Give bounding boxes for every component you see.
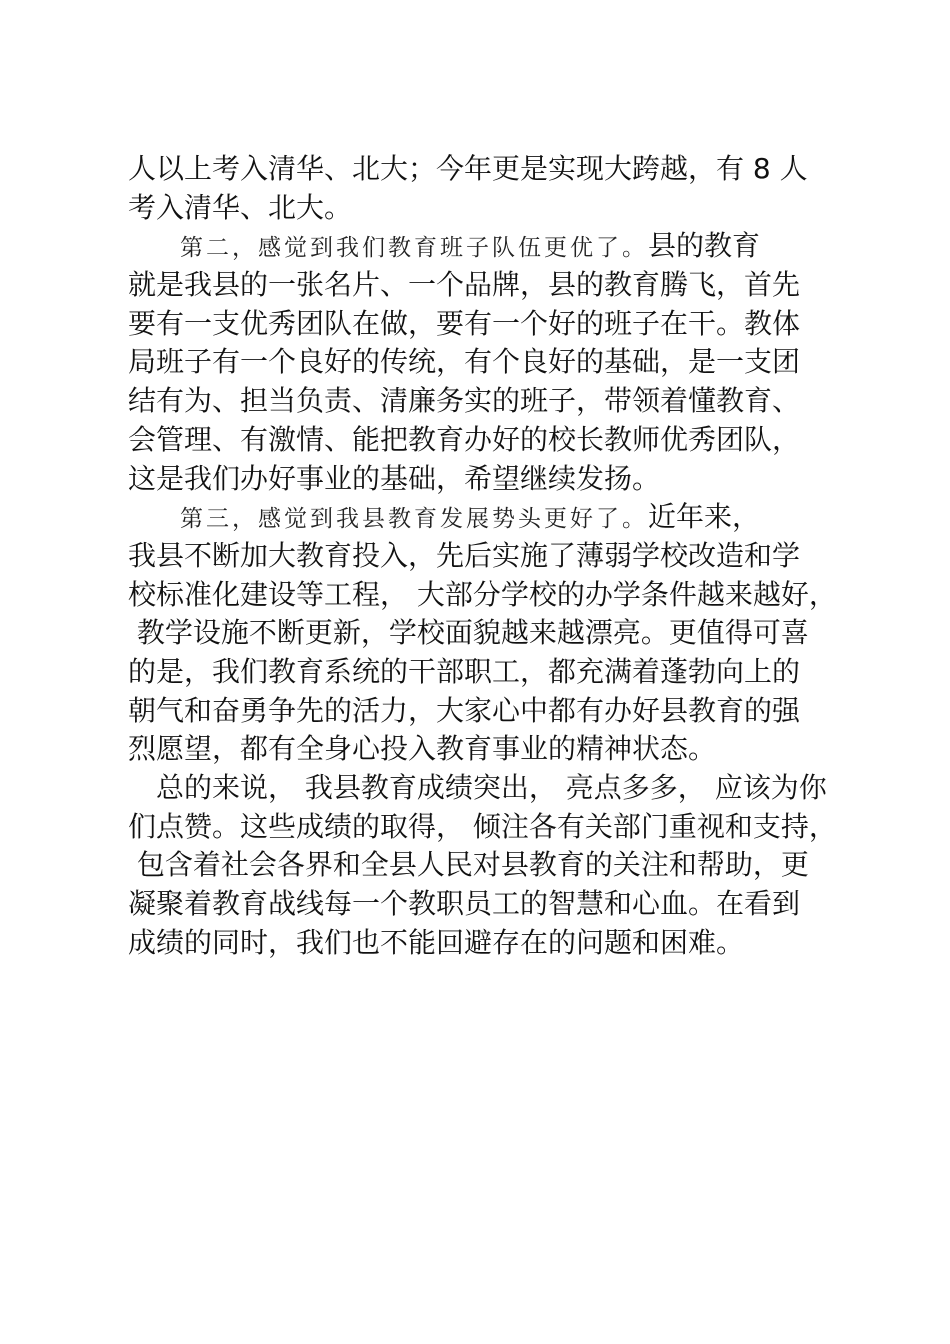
text-line-19: 包含着社会各界和全县人民对县教育的关注和帮助，更	[128, 848, 809, 882]
text-line-17: 总的来说， 我县教育成绩突出， 亮点多多， 应该为你	[128, 771, 827, 804]
text-line-6: 局班子有一个良好的传统，有个良好的基础，是一支团	[128, 345, 801, 379]
text-line-15: 朝气和奋勇争先的活力，大家心中都有办好县教育的强	[128, 693, 801, 727]
text-line-10: 第三，感觉到我县教育发展势头更好了。近年来，	[128, 500, 761, 534]
text-line-2: 考入清华、北大。	[128, 190, 353, 224]
text-line-13: 教学设施不断更新，学校面貌越来越漂亮。更值得可喜	[128, 616, 809, 650]
text-line-3: 第二，感觉到我们教育班子队伍更优了。县的教育	[128, 229, 761, 263]
text-line-11: 我县不断加大教育投入，先后实施了薄弱学校改造和学	[128, 538, 801, 572]
text-line-1: 人以上考入清华、北大；今年更是实现大跨越，有 8 人	[128, 152, 808, 185]
text-line-7: 结有为、担当负责、清廉务实的班子，带领着懂教育、	[128, 384, 801, 418]
text-line-14: 的是，我们教育系统的干部职工，都充满着蓬勃向上的	[128, 654, 801, 688]
paragraph-heading-third: 第三，感觉到我县教育发展势头更好了。	[128, 506, 648, 533]
document-body	[128, 150, 837, 962]
text-line-16: 烈愿望，都有全身心投入教育事业的精神状态。	[128, 732, 717, 766]
text-line-20: 凝聚着教育战线每一个教职员工的智慧和心血。在看到	[128, 887, 801, 921]
text-line-9: 这是我们办好事业的基础，希望继续发扬。	[128, 461, 661, 495]
text-line-18: 们点赞。这些成绩的取得， 倾注各有关部门重视和支持，	[128, 809, 837, 843]
paragraph-heading-second: 第二，感觉到我们教育班子队伍更优了。	[128, 235, 648, 262]
text-line-21: 成绩的同时，我们也不能回避存在的问题和困难。	[128, 925, 745, 959]
text-line-5: 要有一支优秀团队在做，要有一个好的班子在干。教体	[128, 306, 801, 340]
text-line-8: 会管理、有激情、能把教育办好的校长教师优秀团队，	[128, 422, 801, 456]
text-line-12: 校标准化建设等工程， 大部分学校的办学条件越来越好，	[128, 577, 837, 611]
text-line-4: 就是我县的一张名片、一个品牌，县的教育腾飞，首先	[128, 268, 801, 302]
